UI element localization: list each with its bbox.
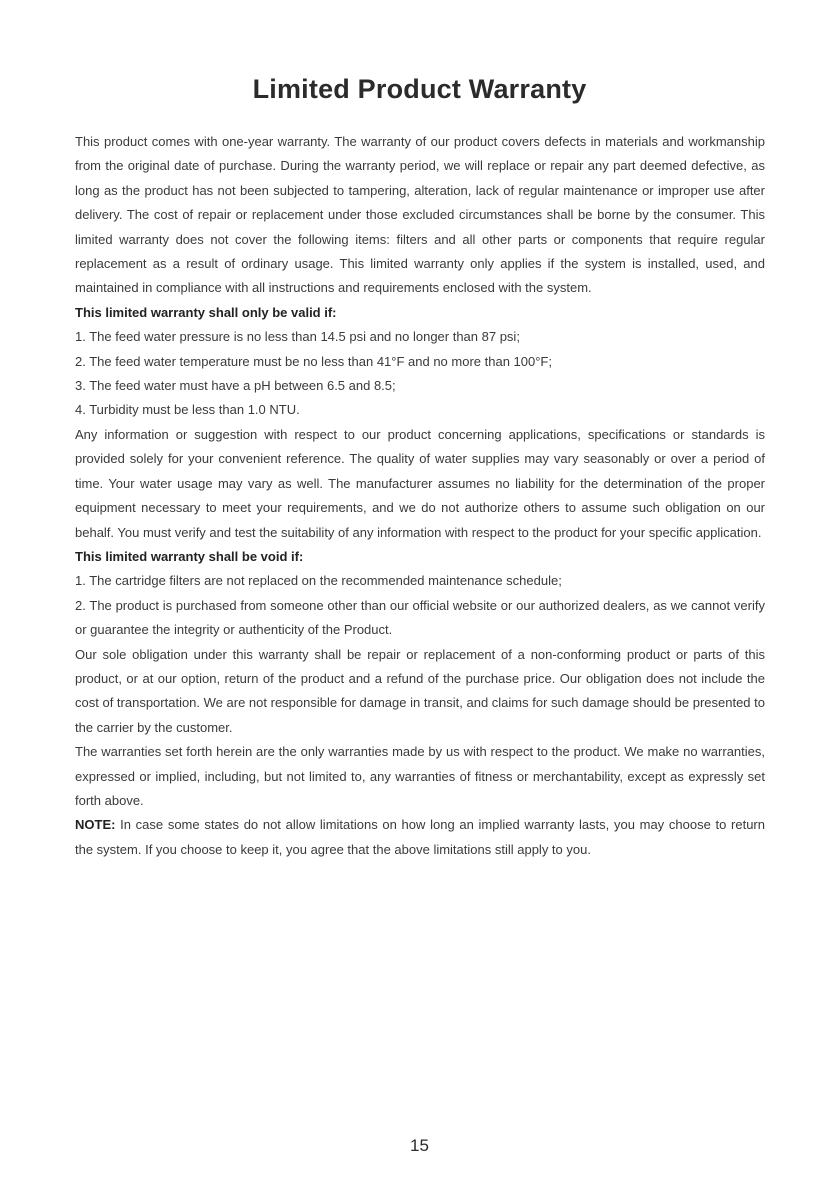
intro-paragraph: This product comes with one-year warranty. The warranty of our product covers defects in materials and workmanship from the original date of purchase. During the warranty period, we will replace or repair any part deemed defective, as long as the product has not been subjected to tampering, alteration, lack of regular maintenance or improper use after delivery. The cost of repair or replacement under those excluded circumstances shall be borne by the consumer. This limited warranty does not cover the following items: filters and all other parts or components that require regular replacement as a result of ordinary usage. This limited warranty only applies if the system is installed, used, and maintained in compliance with all instructions and requirements enclosed with the system. bbox=[75, 134, 765, 296]
warranties-paragraph: The warranties set forth herein are the only warranties made by us with respect to the product. We make no warranties, expressed or implied, including, but not limited to, any warranties of fitness or merchantability, except as expressly set forth above. bbox=[75, 744, 765, 808]
valid-conditions-heading: This limited warranty shall only be valid if: bbox=[75, 304, 337, 320]
void-condition-item: 1. The cartridge filters are not replaced on the recommended maintenance schedule; bbox=[75, 573, 562, 589]
note-label: NOTE: bbox=[75, 817, 116, 833]
page-number: 15 bbox=[410, 1136, 429, 1155]
page-title: Limited Product Warranty bbox=[252, 74, 587, 104]
valid-condition-item: 3. The feed water must have a pH between 6.5 and 8.5; bbox=[75, 378, 396, 394]
valid-condition-item: 2. The feed water temperature must be no less than 41°F and no more than 100°F; bbox=[75, 353, 552, 369]
note-text: In case some states do not allow limitations on how long an implied warranty lasts, you may choose to return the system. If you choose to keep it, you agree that the above limitations still apply to you. bbox=[75, 817, 765, 857]
note-paragraph bbox=[75, 813, 765, 862]
obligation-paragraph: Our sole obligation under this warranty shall be repair or replacement of a non-conforming product or parts of this product, or at our option, return of the product and a refund of the purchase price. Our obligation does not include the cost of transportation. We are not responsible for damage in transit, and claims for such damage should be presented to the carrier by the customer. bbox=[75, 646, 765, 735]
valid-condition-item: 4. Turbidity must be less than 1.0 NTU. bbox=[75, 402, 300, 418]
valid-condition-item: 1. The feed water pressure is no less than 14.5 psi and no longer than 87 psi; bbox=[75, 329, 520, 345]
warranty-body bbox=[75, 130, 765, 862]
void-conditions-heading: This limited warranty shall be void if: bbox=[75, 548, 304, 564]
void-condition-item: 2. The product is purchased from someone other than our official website or our authorized dealers, as we cannot verify or guarantee the integrity or authenticity of the Product. bbox=[75, 597, 765, 638]
information-paragraph: Any information or suggestion with respect to our product concerning applications, specifications or standards is provided solely for your convenient reference. The quality of water supplies may vary seasonably or over a period of time. Your water usage may vary as well. The manufacturer assumes no liability for the determination of the proper equipment necessary to meet your requirements, and we do not authorize others to assume such obligation on our behalf. You must verify and test the suitability of any information with respect to the product for your specific application. bbox=[75, 426, 765, 540]
